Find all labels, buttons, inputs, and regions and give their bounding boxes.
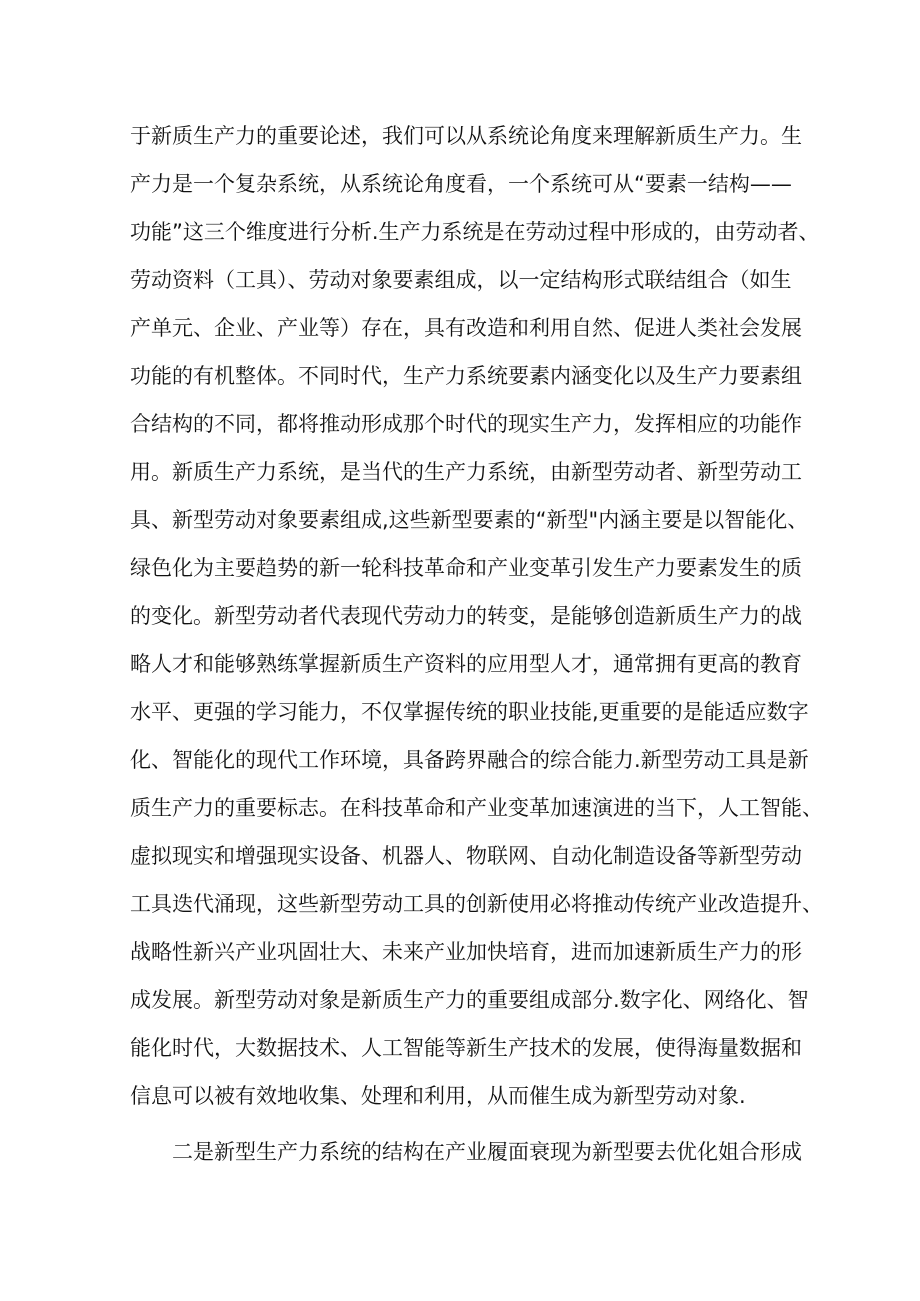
text-line: 于新质生产力的重要论述，我们可以从系统论角度来理解新质生产力。生 (130, 124, 802, 148)
text-line: 信息可以被有效地收集、处理和利用，从而催生成为新型劳动对象. (130, 1084, 746, 1108)
text-line-indented: 二是新型生产力系统的结构在产业履面衰现为新型要去优化姐合形成 (172, 1140, 802, 1164)
text-line: 成发展。新型劳动对象是新质生产力的重要组成部分.数字化、网络化、智 (130, 988, 809, 1012)
text-line: 水平、更强的学习能力，不仅掌握传统的职业技能,更重要的是能适应数字 (130, 700, 809, 724)
text-line: 战略性新兴产业巩固壮大、未来产业加快培育，进而加速新质生产力的形 (130, 940, 802, 964)
text-line: 功能的有机整体。不同时代，生产力系统要素内涵变化以及生产力要素组 (130, 364, 802, 388)
text-line: 虚拟现实和增强现实设备、机器人、物联网、自动化制造设备等新型劳动 (130, 844, 802, 868)
text-line: 合结构的不同，都将推动形成那个时代的现实生产力，发挥相应的功能作 (130, 412, 802, 436)
text-line: 具、新型劳动对象要素组成,这些新型要素的“新型"内涵主要是以智能化、 (130, 508, 809, 532)
text-line: 产力是一个复杂系统，从系统论角度看，一个系统可从“要素一结构—— (130, 172, 792, 196)
text-line: 绿色化为主要趋势的新一轮科技革命和产业变革引发生产力要素发生的质 (130, 556, 802, 580)
text-line: 功能”这三个维度进行分析.生产力系统是在劳动过程中形成的，由劳动者、 (130, 220, 820, 244)
text-line: 质生产力的重要标志。在科技革命和产业变革加速演进的当下，人工智能、 (130, 796, 823, 820)
text-line: 用。新质生产力系统，是当代的生产力系统，由新型劳动者、新型劳动工 (130, 460, 802, 484)
text-line: 化、智能化的现代工作环境，具备跨界融合的综合能力.新型劳动工具是新 (130, 748, 809, 772)
text-line: 劳动资料（工具）、劳动对象要素组成，以一定结构形式联结组合（如生 (130, 268, 792, 292)
text-line: 略人才和能够熟练掌握新质生产资料的应用型人才，通常拥有更高的教育 (130, 652, 802, 676)
paragraph-next (130, 1128, 802, 1176)
text-line: 能化时代，大数据技术、人工智能等新生产技术的发展，使得海量数据和 (130, 1036, 802, 1060)
text-line: 工具迭代涌现，这些新型劳动工具的创新使用必将推动传统产业改造提升、 (130, 892, 823, 916)
text-line: 的变化。新型劳动者代表现代劳动力的转变，是能够创造新质生产力的战 (130, 604, 802, 628)
document-body (130, 112, 823, 1176)
text-line: 产单元、企业、产业等）存在，具有改造和利用自然、促进人类社会发展 (130, 316, 802, 340)
paragraph-continuation (130, 112, 823, 1120)
